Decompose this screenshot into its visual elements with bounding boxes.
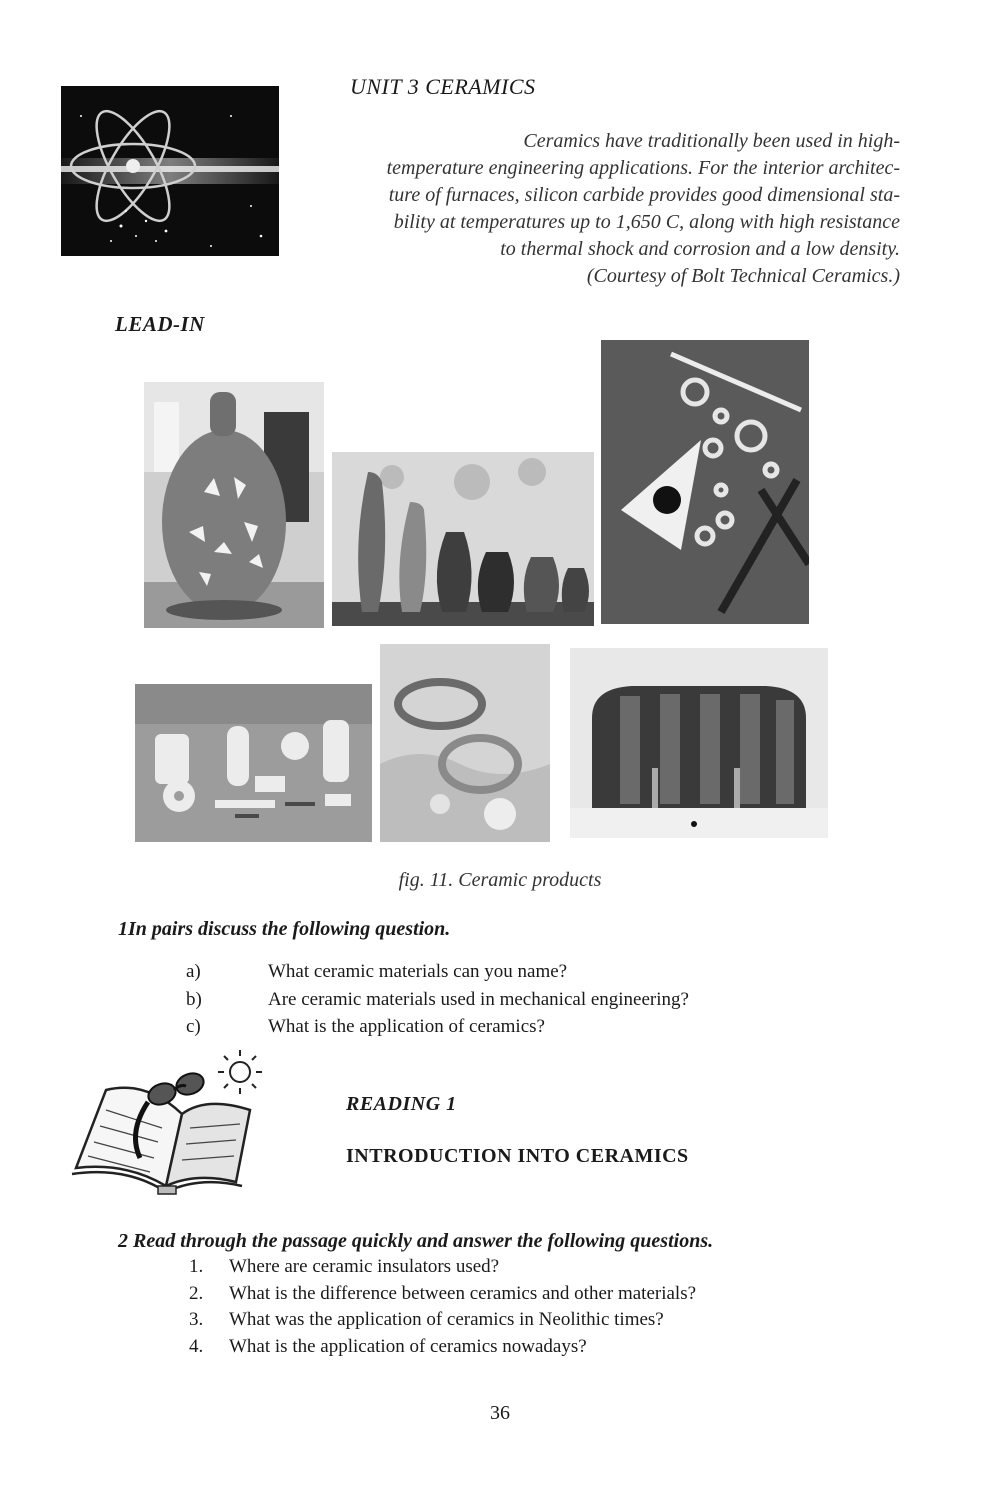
photo-engineering-parts: [135, 684, 372, 842]
ceramic-lantern-icon: [144, 382, 324, 628]
photo-ceramic-bearings: [380, 644, 550, 842]
item-text: Where are ceramic insulators used?: [229, 1256, 500, 1277]
figure-caption: fig. 11. Ceramic products: [398, 869, 602, 891]
intro-line: to thermal shock and corrosion and a low density.: [500, 238, 900, 260]
item-marker: 2.: [189, 1283, 204, 1304]
photo-technical-rings: [601, 340, 809, 624]
unit-title: UNIT 3 CERAMICS: [350, 74, 536, 99]
exercise-1-title: 1In pairs discuss the following question.: [118, 918, 451, 940]
item-text: What is the difference between ceramics and other materials?: [229, 1283, 697, 1304]
intro-line: Ceramics have traditionally been used in high-: [523, 130, 900, 152]
item-marker: 3.: [189, 1309, 204, 1330]
intro-credit: (Courtesy of Bolt Technical Ceramics.): [586, 265, 900, 287]
reading-illustration: [66, 1036, 286, 1196]
photo-ceramic-lantern: [144, 382, 324, 628]
intro-line: ture of furnaces, silicon carbide provides good dimensional sta-: [388, 184, 900, 206]
open-book-icon: [66, 1036, 286, 1196]
reading-label: READING 1: [346, 1093, 457, 1115]
photo-sink-basin: [570, 648, 828, 838]
reading-title: INTRODUCTION INTO CERAMICS: [346, 1145, 689, 1167]
item-marker: 1.: [189, 1256, 204, 1277]
atom-illustration: [61, 86, 279, 256]
item-text: Are ceramic materials used in mechanical engineering?: [268, 989, 689, 1010]
intro-line: bility at temperatures up to 1,650 C, along with high resistance: [393, 211, 900, 233]
ceramic-vases-icon: [332, 452, 594, 626]
lead-in-heading: LEAD-IN: [115, 312, 205, 336]
exercise-2-title: 2 Read through the passage quickly and answer the following questions.: [118, 1230, 714, 1252]
item-marker: c): [186, 1016, 201, 1037]
item-text: What ceramic materials can you name?: [268, 961, 568, 982]
photo-ceramic-vases: [332, 452, 594, 626]
item-text: What is the application of ceramics nowadays?: [229, 1336, 587, 1357]
item-text: What was the application of ceramics in Neolithic times?: [229, 1309, 664, 1330]
ceramic-rings-icon: [601, 340, 809, 624]
item-marker: b): [186, 989, 202, 1010]
item-marker: a): [186, 961, 201, 982]
sink-basin-icon: [570, 648, 828, 838]
item-text: What is the application of ceramics?: [268, 1016, 545, 1037]
item-marker: 4.: [189, 1336, 204, 1357]
intro-quote: [300, 128, 900, 290]
page-number: 36: [490, 1402, 510, 1424]
ceramic-bearings-icon: [380, 644, 550, 842]
intro-line: temperature engineering applications. For the interior architec-: [386, 157, 900, 179]
atom-icon: [61, 86, 279, 256]
ceramic-parts-icon: [135, 684, 372, 842]
